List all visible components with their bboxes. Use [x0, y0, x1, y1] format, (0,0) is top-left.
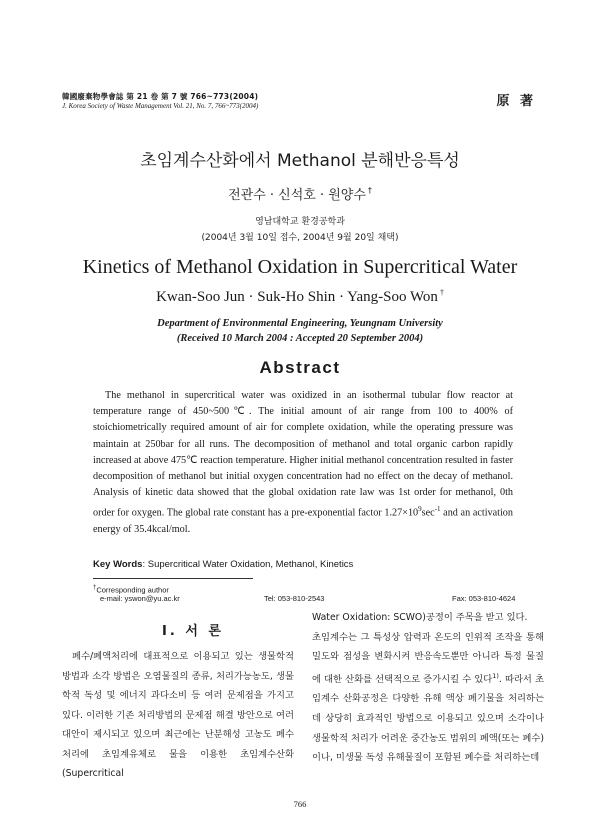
korean-affiliation: 영남대학교 환경공학과 — [255, 217, 345, 227]
english-affiliation: Department of Environmental Engineering, Yeungnam University — [157, 318, 443, 329]
intro-right-paragraph-1: Water Oxidation: SCWO)공정이 주목을 받고 있다. — [312, 612, 528, 623]
intro-left-paragraph: 폐수/폐액처리에 대표적으로 이용되고 있는 생물학적 방법과 소각 방법은 오염물질의 종류, 처리가능농도, 생물학적 독성 및 에너지 과다소비 등 여러 문제점을 가지고 있다. 이러한 기존 처리방법의 문제점 해결 방안으로 여러 대안이 제시되고 있으며 최근에는 난분해성 고농도 폐수처리에 초임계유체로 물을 이용한 초임계수산화(Supercritical — [62, 651, 294, 779]
exponent-9: 9 — [418, 505, 422, 514]
author-fax: Fax: 053-810-4624 — [452, 594, 516, 603]
footnote-divider — [93, 578, 253, 579]
korean-title: 초임계수산화에서 Methanol 분해반응특성 — [140, 151, 460, 171]
intro-left-column — [62, 647, 294, 784]
intro-right-column — [312, 608, 544, 768]
abstract-text-part3: and an activation energy of 35.4kcal/mol. — [93, 507, 513, 536]
keywords-list: : Supercritical Water Oxidation, Methanol, Kinetics — [142, 559, 354, 570]
keywords — [93, 559, 523, 570]
author-email: e-mail: yswon@yu.ac.kr — [100, 594, 180, 603]
paper-type-label: 原 著 — [496, 94, 536, 109]
corresponding-author-label: Corresponding author — [96, 585, 169, 595]
journal-citation-english: J. Korea Society of Waste Management Vol. 21, No. 7, 766~773(2004) — [62, 102, 259, 110]
korean-author-names: 전관수 · 신석호 · 원양수 — [228, 188, 366, 203]
intro-right-text-b: . 따라서 초임계수 산화공정은 다양한 유해 액상 폐기물을 처리하는데 상당히 효과적인 방법으로 이용되고 있으며 소각이나 생물학적 처리가 어려운 중간농도 범위의 폐액(또는 폐수)이나, 미생물 독성 유해물질이 포함된 폐수를 처리하는데 — [312, 673, 544, 764]
corresponding-mark: † — [367, 186, 372, 195]
keywords-label: Key Words — [93, 559, 143, 570]
page-number: 766 — [293, 799, 307, 809]
corresponding-mark: † — [439, 288, 444, 297]
english-title: Kinetics of Methanol Oxidation in Supercritical Water — [82, 256, 518, 278]
english-author-names: Kwan-Soo Jun · Suk-Ho Shin · Yang-Soo Won — [156, 289, 438, 305]
footnote-mark: † — [93, 585, 97, 591]
abstract-text-part1: The methanol in supercritical water was oxidized in an isothermal tubular flow reactor at temperature range of 450~500℃. The initial amount of air range from 100 to 400% of stoichiometrically required amount of air for complete oxidation, while the operating pressure was maintain at 250bar for all runs. The decomposition of methanol and total organic carbon rapidly increased at above 475℃ reaction temperature. Higher initial methanol concentration resulted in faster decomposition of methanol but initial oxygen concentration had no effect on the decay of methanol. Analysis of kinetic data showed that the global oxidation rate law was 1st order for methanol, 0th order for oxygen. The global rate constant has a pre-exponential factor 1.27×10 — [93, 390, 513, 519]
reference-1: 1) — [492, 671, 499, 680]
abstract-text-part2: sec — [421, 507, 435, 519]
english-authors — [0, 288, 600, 306]
intro-right-text-a: 초임계수는 그 특성상 압력과 온도의 인위적 조작을 통해 밀도와 점성을 변화시켜 반응속도뿐만 아니라 특정 물질에 대한 산화를 선택적으로 증가시킬 수 있다 — [312, 631, 544, 685]
intro-right-paragraph-2 — [312, 628, 544, 768]
author-tel: Tel: 053-810-2543 — [264, 594, 325, 603]
journal-citation-korean: 韓國廢棄物學會誌 第 21 卷 第 7 號 766~773(2004) — [62, 92, 259, 101]
korean-dates: (2004년 3월 10일 접수, 2004년 9월 20일 채택) — [201, 233, 399, 243]
section-heading-introduction: Ⅰ. 서 론 — [162, 624, 224, 639]
abstract-heading: Abstract — [259, 358, 341, 377]
korean-authors — [0, 184, 600, 203]
english-dates: (Received 10 March 2004 : Accepted 20 September 2004) — [176, 333, 424, 344]
abstract-text — [93, 388, 513, 538]
exponent-minus-1: -1 — [434, 505, 441, 514]
